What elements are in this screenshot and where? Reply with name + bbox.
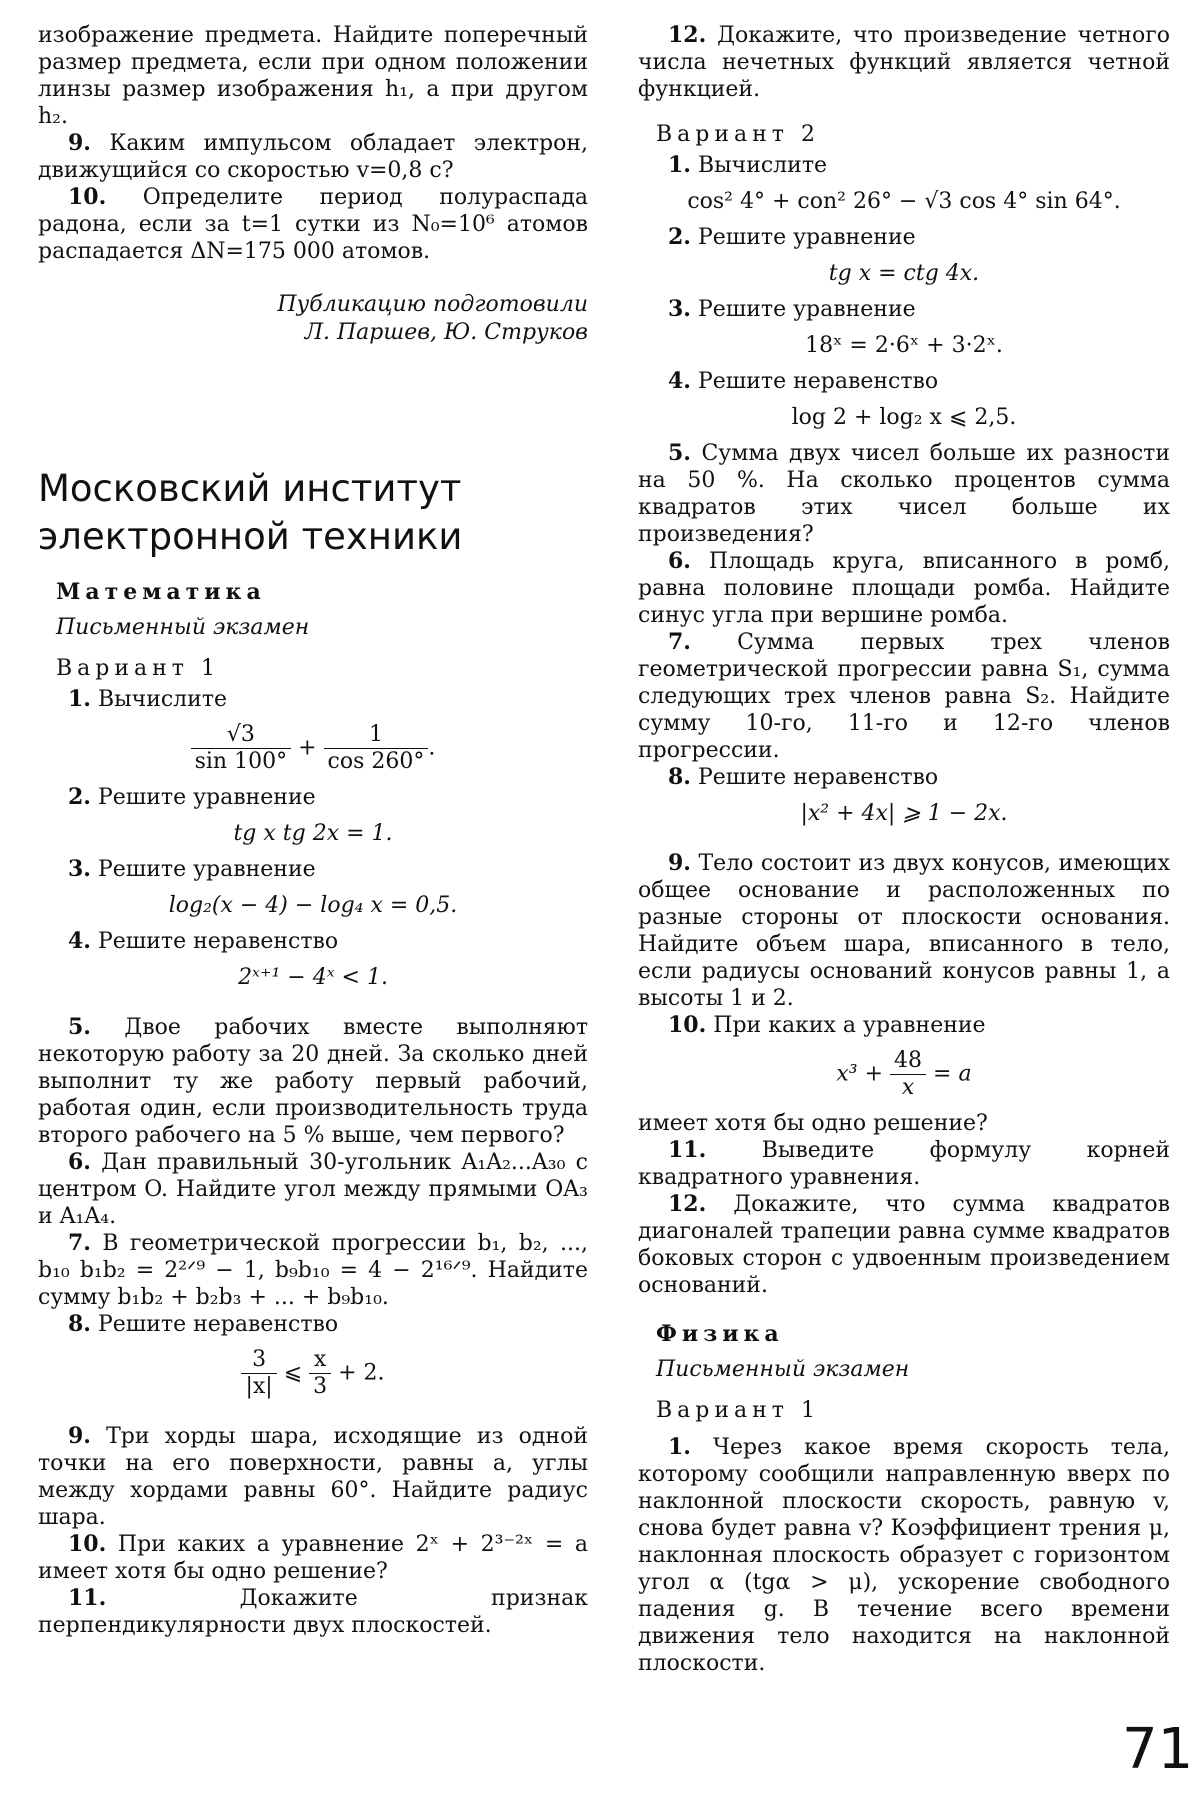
- formula-4: 2ˣ⁺¹ − 4ˣ < 1.: [238, 965, 388, 990]
- problem-number: 11.: [668, 1137, 707, 1163]
- physics-exam-type: Письменный экзамен: [656, 1357, 910, 1382]
- physics-variant-heading: Вариант 1: [656, 1398, 820, 1423]
- v2-problem-12: [638, 1191, 1170, 1299]
- v2-problem-1: [638, 152, 1170, 179]
- problem-text: Решите уравнение: [97, 857, 316, 882]
- problem-number: 9.: [68, 130, 91, 156]
- formula-8: [38, 1347, 588, 1400]
- v2-problem-2: [638, 224, 1170, 251]
- problem-text: В геометрической прогрессии b₁, b₂, ..., b₁₀ b₁b₂ = 2²ᐟ⁹ − 1, b₉b₁₀ = 4 − 2¹⁶ᐟ⁹. Найдите сумму b₁b₂ + b₂b₃ + ... + b₉b₁₀.: [38, 1231, 588, 1310]
- math-problem-11: [38, 1585, 588, 1639]
- problem-10: [38, 184, 588, 265]
- v2-problem-10-continuation: имеет хотя бы одно решение?: [638, 1111, 988, 1136]
- numerator: √3: [191, 722, 291, 749]
- problem-text: Определите период полураспада радона, если за t=1 сутки из N₀=10⁶ атомов распадается ΔN=175 000 атомов.: [38, 185, 588, 264]
- denominator: |x|: [245, 1374, 273, 1399]
- problem-text: При каких a уравнение 2ˣ + 2³⁻²ˣ = a имеет хотя бы одно решение?: [38, 1532, 588, 1584]
- formula-left: x³ +: [836, 1061, 884, 1087]
- problem-number: 4.: [668, 368, 691, 394]
- formula-v2-10: [638, 1048, 1170, 1101]
- problem-number: 10.: [68, 1531, 107, 1557]
- problem-number: 8.: [68, 1311, 91, 1337]
- problem-text: Выведите формулу корней квадратного уравнения.: [638, 1138, 1170, 1190]
- problem-text: Дан правильный 30-угольник A₁A₂...A₃₀ с центром O. Найдите угол между прямыми OA₃ и A₁A₄.: [38, 1150, 588, 1229]
- problem-text: Сумма двух чисел больше их разности на 50 %. На сколько процентов сумма квадратов этих чисел больше их произведения?: [638, 441, 1171, 547]
- numerator: 1: [324, 722, 429, 749]
- problem-number: 6.: [68, 1149, 91, 1175]
- problem-text: Тело состоит из двух конусов, имеющих общее основание и расположенных по разные стороны от плоскости основания. Найдите объем шара, вписанного в тело, если радиусы оснований конусов равны 1, а высоты 1 и 2.: [638, 851, 1171, 1011]
- math-problem-3: [38, 856, 588, 883]
- problem-12: [638, 22, 1170, 103]
- v2-problem-10: [638, 1012, 1170, 1039]
- formula-v2-3: 18ˣ = 2·6ˣ + 3·2ˣ.: [805, 333, 1003, 358]
- fraction: [890, 1048, 926, 1101]
- v2-problem-4: [638, 368, 1170, 395]
- variant-heading: Вариант 2: [656, 122, 820, 147]
- problem-number: 11.: [68, 1585, 107, 1611]
- denominator: 3: [313, 1374, 328, 1399]
- section-heading: Московский институт электронной техники: [38, 467, 463, 558]
- fraction: [241, 1347, 276, 1400]
- problem-number: 9.: [668, 850, 691, 876]
- physics-subject-heading: Физика: [656, 1321, 784, 1347]
- math-problem-6: [38, 1149, 588, 1230]
- fraction: [191, 722, 291, 775]
- math-problem-1: [38, 686, 588, 713]
- denominator: x: [901, 1075, 915, 1100]
- problem-text: Решите неравенство: [97, 929, 339, 954]
- v2-problem-6: [638, 548, 1170, 629]
- fraction: [324, 722, 429, 775]
- problem-text: Решите уравнение: [697, 297, 916, 322]
- problem-number: 12.: [668, 1191, 707, 1217]
- problem-number: 7.: [668, 629, 691, 655]
- formula-v2-8: |x² + 4x| ⩾ 1 − 2x.: [800, 801, 1008, 826]
- problem-text: Площадь круга, вписанного в ромб, равна половине площади ромба. Найдите синус угла при вершине ромба.: [638, 549, 1170, 628]
- problem-number: 7.: [68, 1230, 91, 1256]
- v2-problem-11: [638, 1137, 1170, 1191]
- intro-paragraph: изображение предмета. Найдите поперечный размер предмета, если при одном положении линзы размер изображения h₁, а при другом h₂.: [38, 23, 588, 129]
- credit: [38, 291, 588, 347]
- operator: +: [298, 735, 317, 761]
- problem-text: Вычислите: [97, 687, 228, 712]
- fraction: [309, 1347, 331, 1400]
- problem-number: 3.: [68, 856, 91, 882]
- operator: ⩽: [283, 1360, 303, 1386]
- problem-text: Сумма первых трех членов геометрической прогрессии равна S₁, сумма следующих трех членов равна S₂. Найдите сумму 10-го, 11-го и 12-го членов прогрессии.: [638, 630, 1171, 763]
- problem-text: Каким импульсом обладает электрон, движущийся со скоростью v=0,8 c?: [38, 131, 588, 183]
- problem-number: 8.: [668, 764, 691, 790]
- problem-number: 3.: [668, 296, 691, 322]
- right-column: [638, 22, 1170, 1677]
- problem-number: 1.: [668, 152, 691, 178]
- problem-number: 10.: [668, 1012, 707, 1038]
- problem-text: Докажите, что произведение четного числа нечетных функций является четной функцией.: [638, 23, 1170, 102]
- problem-text: Решите уравнение: [697, 225, 916, 250]
- problem-text: Решите неравенство: [697, 369, 939, 394]
- numerator: 48: [890, 1048, 926, 1075]
- subject-heading: Математика: [56, 579, 266, 605]
- problem-text: При каких a уравнение: [713, 1013, 986, 1038]
- problem-number: 2.: [668, 224, 691, 250]
- formula-2: tg x tg 2x = 1.: [233, 821, 393, 846]
- formula-v2-2: tg x = ctg 4x.: [828, 261, 980, 286]
- problem-text: Решите уравнение: [97, 785, 316, 810]
- problem-text: Через какое время скорость тела, которому сообщили направленную вверх по наклонной плоскости скорость, равную v, снова будет равна v? Коэффициент трения μ, наклонная плоскость образует с горизонтом угол α (tgα > μ), ускорение свободного падения g. В течение всего времени движения тело находится на наклонной плоскости.: [638, 1435, 1170, 1676]
- left-column: [38, 22, 588, 1639]
- problem-number: 5.: [68, 1014, 91, 1040]
- formula-end: .: [428, 735, 436, 761]
- v2-problem-3: [638, 296, 1170, 323]
- denominator: cos 260°: [327, 749, 425, 774]
- page-number: 71: [1122, 1717, 1194, 1782]
- formula-v2-4: log 2 + log₂ x ⩽ 2,5.: [791, 405, 1017, 430]
- math-problem-5: [38, 1014, 588, 1149]
- formula-right: = a: [933, 1061, 972, 1087]
- problem-number: 5.: [668, 440, 691, 466]
- formula-3: log₂(x − 4) − log₄ x = 0,5.: [168, 893, 458, 918]
- problem-text: Докажите, что сумма квадратов диагоналей трапеции равна сумме квадратов боковых сторон с удвоенным произведением оснований.: [638, 1192, 1170, 1298]
- credit-line-2: Л. Паршев, Ю. Струков: [304, 320, 588, 345]
- problem-number: 1.: [668, 1434, 691, 1460]
- problem-number: 10.: [68, 184, 107, 210]
- numerator: 3: [241, 1347, 276, 1374]
- v2-problem-9: [638, 850, 1170, 1012]
- v2-problem-5: [638, 440, 1170, 548]
- formula-1: [38, 722, 588, 775]
- exam-type: Письменный экзамен: [56, 615, 310, 640]
- problem-number: 12.: [668, 22, 707, 48]
- math-problem-10: [38, 1531, 588, 1585]
- variant-heading: Вариант 1: [56, 656, 220, 681]
- problem-9: [38, 130, 588, 184]
- formula-end: + 2.: [338, 1360, 385, 1386]
- problem-number: 1.: [68, 686, 91, 712]
- problem-text: Двое рабочих вместе выполняют некоторую работу за 20 дней. За сколько дней выполнит ту же работу первый рабочий, работая один, если производительность труда второго рабочего на 5 % выше, чем первого?: [38, 1015, 589, 1148]
- problem-text: Решите неравенство: [97, 1312, 339, 1337]
- problem-number: 2.: [68, 784, 91, 810]
- v2-problem-7: [638, 629, 1170, 764]
- problem-number: 4.: [68, 928, 91, 954]
- problem-number: 9.: [68, 1423, 91, 1449]
- math-problem-9: [38, 1423, 588, 1531]
- problem-text: Докажите признак перпендикулярности двух плоскостей.: [38, 1586, 588, 1638]
- problem-text: Три хорды шара, исходящие из одной точки на его поверхности, равны a, углы между хордами равны 60°. Найдите радиус шара.: [38, 1424, 588, 1530]
- math-problem-7: [38, 1230, 588, 1311]
- problem-number: 6.: [668, 548, 691, 574]
- denominator: sin 100°: [194, 749, 288, 774]
- math-problem-4: [38, 928, 588, 955]
- formula-v2-1: cos² 4° + con² 26° − √3 cos 4° sin 64°.: [687, 189, 1121, 214]
- math-problem-2: [38, 784, 588, 811]
- credit-line-1: Публикацию подготовили: [277, 292, 588, 317]
- problem-text: Вычислите: [697, 153, 828, 178]
- physics-problem-1: [638, 1434, 1170, 1677]
- v2-problem-8: [638, 764, 1170, 791]
- problem-text: Решите неравенство: [697, 765, 939, 790]
- math-problem-8: [38, 1311, 588, 1338]
- numerator: x: [309, 1347, 331, 1374]
